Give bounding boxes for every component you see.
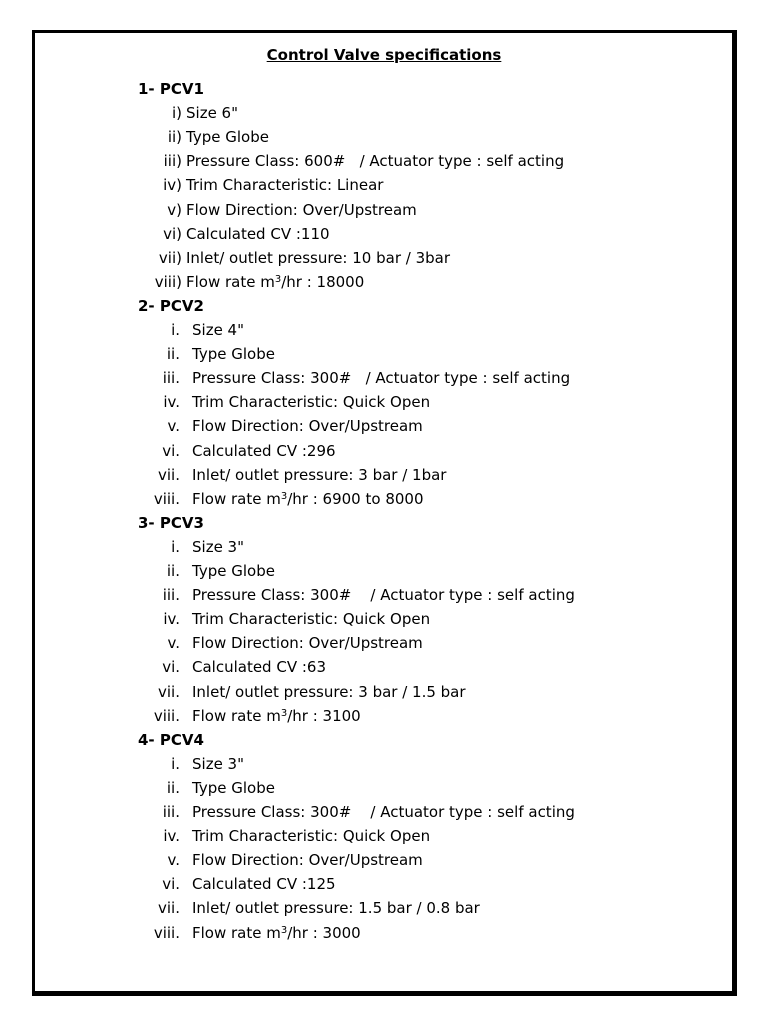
item-number: iv) <box>163 176 182 195</box>
spec-item <box>186 174 383 196</box>
spec-item-text: Flow rate m <box>192 706 281 725</box>
spec-item-text: Flow Direction: Over/Upstream <box>192 851 423 870</box>
spec-item-text: Size 6" <box>186 104 239 123</box>
item-number: v) <box>167 200 182 219</box>
spec-item-suffix: /hr : 3000 <box>287 923 361 942</box>
item-number: i. <box>171 537 180 556</box>
spec-item-text: Calculated CV :110 <box>186 224 330 243</box>
spec-item-text: Flow Direction: Over/Upstream <box>186 200 417 219</box>
item-number: iii. <box>162 586 180 605</box>
spec-item <box>192 536 244 558</box>
spec-item-text: Size 4" <box>192 321 245 339</box>
section-number: 4- <box>138 730 155 749</box>
spec-item-suffix: /hr : 18000 <box>281 272 365 291</box>
item-number: vii. <box>158 465 180 484</box>
item-number: vi. <box>162 875 180 894</box>
section-heading <box>138 295 204 317</box>
spec-item <box>192 632 423 654</box>
spec-item <box>192 849 423 871</box>
item-number: ii. <box>166 345 180 364</box>
spec-item-text: Flow rate m <box>192 489 281 508</box>
section-number: 1- <box>138 80 155 98</box>
spec-item <box>192 343 275 365</box>
unit-exponent: 3 <box>280 707 288 719</box>
spec-item <box>192 584 575 606</box>
spec-item-text: Type Globe <box>192 345 275 364</box>
spec-item <box>192 897 480 919</box>
spec-item <box>192 560 275 582</box>
unit-exponent: 3 <box>280 490 288 502</box>
item-number: vii. <box>158 682 180 701</box>
item-number: vii. <box>158 899 180 918</box>
unit-exponent: 3 <box>274 273 282 285</box>
spec-item-text: Trim Characteristic: Quick Open <box>192 610 431 629</box>
item-number: viii. <box>153 923 180 942</box>
spec-item <box>192 367 570 389</box>
item-number: vi) <box>163 224 182 243</box>
spec-item-text: Trim Characteristic: Quick Open <box>192 393 431 412</box>
section-heading <box>138 78 204 100</box>
spec-item-text: Type Globe <box>192 562 275 580</box>
section-number: 3- <box>138 513 155 532</box>
spec-item-text: Inlet/ outlet pressure: 10 bar / 3bar <box>186 248 451 267</box>
section-heading <box>138 729 204 751</box>
spec-item <box>192 873 336 895</box>
item-number: iv. <box>163 393 180 412</box>
spec-item-text: Calculated CV :125 <box>192 875 336 894</box>
section-name: PCV1 <box>159 80 204 98</box>
spec-item <box>186 247 450 269</box>
item-number: viii. <box>153 489 180 508</box>
spec-item-text: Calculated CV :296 <box>192 441 336 460</box>
item-number: v. <box>167 417 180 436</box>
spec-item-text: Size 3" <box>192 537 245 556</box>
section-name: PCV2 <box>159 296 204 315</box>
section-name: PCV3 <box>159 513 204 532</box>
spec-item <box>186 126 269 148</box>
spec-item-suffix: /hr : 3100 <box>287 706 361 725</box>
item-number: i. <box>171 754 180 773</box>
item-number: iv. <box>163 610 180 629</box>
spec-item-text: Size 3" <box>192 754 245 773</box>
item-number: iii. <box>162 803 180 821</box>
spec-item-text: Inlet/ outlet pressure: 3 bar / 1.5 bar <box>192 682 466 701</box>
spec-item <box>192 825 430 847</box>
spec-item <box>192 464 446 486</box>
spec-item <box>186 223 330 245</box>
spec-item <box>192 440 336 462</box>
section-name: PCV4 <box>159 730 204 749</box>
spec-item <box>186 150 564 172</box>
spec-item-text: Pressure Class: 600# / Actuator type : self acting <box>186 152 565 171</box>
spec-item <box>192 777 275 799</box>
spec-item-text: Type Globe <box>186 128 269 147</box>
item-number: i. <box>171 321 180 339</box>
spec-item <box>192 391 430 413</box>
item-number: v. <box>167 851 180 870</box>
spec-item <box>192 656 326 678</box>
item-number: iv. <box>163 827 180 846</box>
spec-item-text: Type Globe <box>192 778 275 797</box>
spec-item-text: Inlet/ outlet pressure: 1.5 bar / 0.8 bar <box>192 899 480 918</box>
spec-item <box>186 271 364 293</box>
spec-item <box>192 753 244 775</box>
spec-item-text: Trim Characteristic: Linear <box>186 176 384 195</box>
spec-item <box>186 199 417 221</box>
section-number: 2- <box>138 296 155 315</box>
item-number: viii) <box>154 272 182 291</box>
item-number: vii) <box>158 248 182 267</box>
spec-item-text: Pressure Class: 300# / Actuator type : self acting <box>192 369 571 388</box>
spec-item-text: Flow rate m <box>192 923 281 942</box>
document-title: Control Valve specifications <box>266 46 502 64</box>
spec-item <box>192 705 361 727</box>
spec-item <box>192 681 466 703</box>
item-number: iii. <box>162 369 180 388</box>
spec-item-suffix: /hr : 6900 to 8000 <box>287 489 424 508</box>
item-number: i) <box>171 104 182 123</box>
spec-item-text: Pressure Class: 300# / Actuator type : self acting <box>192 803 575 821</box>
item-number: v. <box>167 634 180 653</box>
spec-item <box>186 102 238 124</box>
item-number: ii) <box>167 128 182 147</box>
spec-item <box>192 488 424 510</box>
item-number: iii) <box>163 152 182 171</box>
item-number: vi. <box>162 441 180 460</box>
spec-item-text: Flow Direction: Over/Upstream <box>192 634 423 653</box>
spec-item <box>192 801 575 823</box>
spec-item <box>192 922 361 944</box>
spec-item-text: Pressure Class: 300# / Actuator type : self acting <box>192 586 575 605</box>
spec-item-text: Flow Direction: Over/Upstream <box>192 417 423 436</box>
item-number: vi. <box>162 658 180 677</box>
unit-exponent: 3 <box>280 924 288 936</box>
spec-item <box>192 415 423 437</box>
spec-item-text: Flow rate m <box>186 272 275 291</box>
item-number: ii. <box>166 778 180 797</box>
spec-item-text: Trim Characteristic: Quick Open <box>192 827 431 846</box>
spec-item-text: Calculated CV :63 <box>192 658 326 677</box>
item-number: ii. <box>166 562 180 580</box>
spec-item <box>192 319 244 341</box>
section-heading <box>138 512 204 534</box>
spec-item-text: Inlet/ outlet pressure: 3 bar / 1bar <box>192 465 447 484</box>
spec-item <box>192 608 430 630</box>
item-number: viii. <box>153 706 180 725</box>
